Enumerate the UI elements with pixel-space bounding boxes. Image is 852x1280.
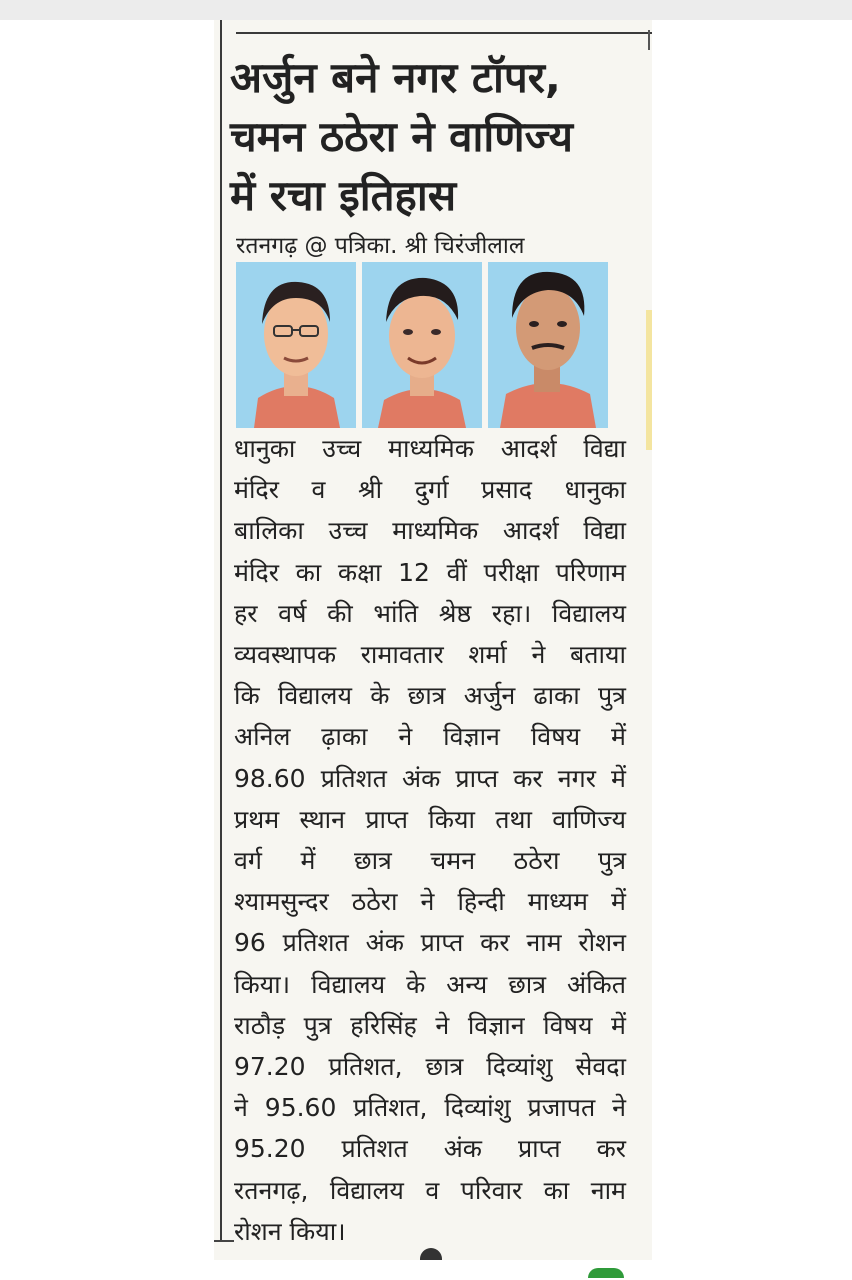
student-photo-1 bbox=[236, 262, 356, 428]
headline-line: चमन ठठेरा ने वाणिज्य bbox=[230, 112, 573, 161]
body-line: 97.20 प्रतिशत, छात्र दिव्यांशु सेवदा bbox=[234, 1052, 626, 1082]
body-line: रोशन किया। bbox=[234, 1216, 346, 1246]
column-rule-right bbox=[648, 30, 650, 50]
student-photo-2 bbox=[362, 262, 482, 428]
body-line: श्यामसुन्दर ठठेरा ने हिन्दी माध्यम में bbox=[234, 887, 626, 917]
body-line: मंदिर व श्री दुर्गा प्रसाद धानुका bbox=[234, 475, 626, 505]
body-line: अनिल ढ़ाका ने विज्ञान विषय में bbox=[234, 722, 626, 752]
column-rule-left bbox=[220, 20, 222, 1240]
overlay-fragment bbox=[588, 1268, 624, 1278]
student-photo-3 bbox=[488, 262, 608, 428]
dateline: रतनगढ़ @ पत्रिका. श्री चिरंजीलाल bbox=[236, 233, 525, 259]
body-line: 98.60 प्रतिशत अंक प्राप्त कर नगर में bbox=[234, 763, 626, 793]
body-line: व्यवस्थापक रामावतार शर्मा ने बताया bbox=[234, 640, 626, 670]
body-line: कि विद्यालय के छात्र अर्जुन ढाका पुत्र bbox=[234, 681, 626, 711]
column-rule-top bbox=[236, 32, 652, 34]
body-line: मंदिर का कक्षा 12 वीं परीक्षा परिणाम bbox=[234, 557, 626, 587]
body-line: राठौड़ पुत्र हरिसिंह ने विज्ञान विषय में bbox=[234, 1010, 626, 1040]
body-line: 96 प्रतिशत अंक प्राप्त कर नाम रोशन bbox=[234, 928, 626, 958]
column-rule-bottom bbox=[214, 1240, 234, 1242]
body-line: धानुका उच्च माध्यमिक आदर्श विद्या bbox=[234, 434, 626, 463]
body-line: 95.20 प्रतिशत अंक प्राप्त कर bbox=[234, 1134, 626, 1164]
article-body bbox=[234, 428, 626, 1252]
body-line: ने 95.60 प्रतिशत, दिव्यांशु प्रजापत ने bbox=[234, 1093, 626, 1123]
headline-line: अर्जुन बने नगर टॉपर, bbox=[230, 53, 561, 102]
status-bar bbox=[0, 0, 852, 20]
student-photos bbox=[236, 262, 612, 428]
headline-line: में रचा इतिहास bbox=[230, 171, 457, 220]
body-line: रतनगढ़, विद्यालय व परिवार का नाम bbox=[234, 1175, 626, 1205]
body-line: किया। विद्यालय के अन्य छात्र अंकित bbox=[234, 969, 626, 999]
headline bbox=[230, 48, 630, 225]
body-line: वर्ग में छात्र चमन ठठेरा पुत्र bbox=[234, 846, 626, 876]
adjacent-clipping-edge bbox=[646, 310, 652, 450]
body-line: प्रथम स्थान प्राप्त किया तथा वाणिज्य bbox=[234, 804, 626, 834]
body-line: हर वर्ष की भांति श्रेष्ठ रहा। विद्यालय bbox=[234, 598, 626, 628]
body-line: बालिका उच्च माध्यमिक आदर्श विद्या bbox=[234, 516, 626, 546]
